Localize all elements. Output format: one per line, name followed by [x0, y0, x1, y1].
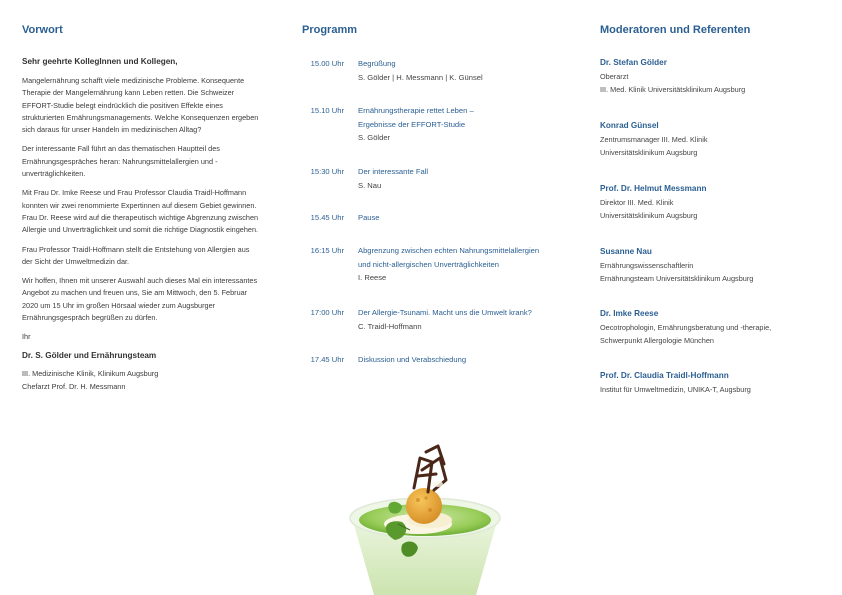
- program-title: Ergebnisse der EFFORT-Studie: [358, 119, 466, 129]
- program-title: und nicht-allergischen Unverträglichkeiten: [358, 259, 499, 269]
- closing: Ihr: [22, 332, 31, 342]
- program-time: 17.45 Uhr: [310, 355, 344, 364]
- speaker-detail: Ernährungswissenschaftlerin: [600, 261, 694, 270]
- referenten-heading: Moderatoren und Referenten: [600, 24, 751, 36]
- speaker-detail: III. Med. Klinik Universitätsklinikum Augsburg: [600, 84, 746, 94]
- program-speaker: S. Gölder: [358, 133, 391, 143]
- signoff-line: Chefarzt Prof. Dr. H. Messmann: [22, 381, 126, 391]
- speaker-entry: [600, 183, 820, 246]
- speaker-detail: Ernährungsteam Universitätsklinikum Augsburg: [600, 273, 754, 283]
- speaker-name: Prof. Dr. Helmut Messmann: [600, 184, 707, 193]
- program-time: 17:00 Uhr: [310, 308, 344, 317]
- program-title: Ernährungstherapie rettet Leben –: [358, 106, 474, 115]
- speaker-detail: Oberarzt: [600, 72, 629, 81]
- program-item: [302, 211, 572, 244]
- program-item: [302, 353, 572, 369]
- program-item: [302, 57, 572, 104]
- speaker-detail: Zentrumsmanager III. Med. Klinik: [600, 135, 708, 144]
- speaker-detail: Schwerpunkt Allergologie München: [600, 335, 714, 345]
- speaker-detail: Oecotrophologin, Ernährungsberatung und -therapie,: [600, 323, 772, 332]
- program-speaker: I. Reese: [358, 273, 387, 283]
- speaker-entry: [600, 308, 820, 370]
- program-time: 15.10 Uhr: [310, 106, 344, 115]
- speaker-name: Susanne Nau: [600, 247, 652, 256]
- dessert-image: [340, 440, 510, 595]
- programm-heading: Programm: [302, 24, 358, 36]
- program-time: 15.00 Uhr: [310, 59, 344, 68]
- vorwort-paragraph: Frau Professor Traidl-Hoffmann stellt die Entstehung von Allergien aus der Sicht der Umweltmedizin dar.: [22, 244, 250, 266]
- program-title: Pause: [358, 213, 380, 222]
- speaker-detail: Universitätsklinikum Augsburg: [600, 147, 698, 157]
- program-time: 15.45 Uhr: [310, 213, 344, 222]
- program-title: Begrüßung: [358, 59, 396, 68]
- vorwort-paragraph: Mangelernährung schafft viele medizinische Probleme. Konsequente Therapie der Mangelernährung kann Leben retten. Die Schweizer EFFORT-Studie belegt eindrücklich die positiven Effekte eines strukturierten Ernährungsmanagements. Welche Konsequenzen ergeben sich daraus für unser Handeln im medizinischen Alltag?: [22, 76, 259, 135]
- speaker-name: Dr. Imke Reese: [600, 309, 659, 318]
- program-item: [302, 165, 572, 211]
- speaker-detail: Universitätsklinikum Augsburg: [600, 210, 698, 220]
- signoff-line: III. Medizinische Klinik, Klinikum Augsburg: [22, 369, 159, 379]
- program-speaker: S. Gölder | H. Messmann | K. Günsel: [358, 72, 483, 82]
- program-time: 16:15 Uhr: [310, 246, 344, 255]
- program-title: Abgrenzung zwischen echten Nahrungsmittelallergien: [358, 246, 540, 255]
- signoff-name: Dr. S. Gölder und Ernährungsteam: [22, 351, 157, 361]
- program-speaker: C. Traidl-Hoffmann: [358, 321, 422, 331]
- program-time: 15:30 Uhr: [310, 167, 344, 176]
- program-title: Der Allergie-Tsunami. Macht uns die Umwelt krank?: [358, 308, 532, 317]
- vorwort-column: [22, 24, 260, 393]
- salutation: Sehr geehrte KollegInnen und Kollegen,: [22, 57, 178, 66]
- speaker-name: Konrad Günsel: [600, 121, 659, 130]
- vorwort-paragraph: Wir hoffen, Ihnen mit unserer Auswahl auch dieses Mal ein interessantes Angebot zu machen und freuen uns, Sie am Mittwoch, den 5. Februar 2020 um 15 Uhr im großen Hörsaal wieder zum Augsburger Ernährungsgespräch begrüßen zu dürfen.: [22, 276, 258, 323]
- program-speaker: S. Nau: [358, 180, 382, 190]
- speaker-entry: [600, 246, 820, 308]
- speaker-name: Prof. Dr. Claudia Traidl-Hoffmann: [600, 371, 729, 380]
- speaker-detail: Institut für Umweltmedizin, UNIKA-T, Augsburg: [600, 385, 751, 394]
- program-item: [302, 244, 572, 306]
- vorwort-paragraph: Der interessante Fall führt an das thematischen Hauptteil des Ernährungsgespräches heran: Nahrungsmittelallergien und -unverträglichkeiten.: [22, 144, 220, 179]
- speaker-entry: [600, 120, 820, 183]
- program-item: [302, 104, 572, 165]
- speaker-name: Dr. Stefan Gölder: [600, 58, 667, 67]
- speaker-entry: [600, 370, 820, 397]
- referenten-column: [600, 24, 820, 397]
- vorwort-paragraph: Mit Frau Dr. Imke Reese und Frau Professor Claudia Traidl-Hoffmann konnten wir zwei renommierte Expertinnen auf diesem Gebiet gewinnen. Frau Dr. Reese wird auf die therapeutisch wichtige Abgrenzung zwischen Allergie und Unverträglichkeit und somit die richtige Diagnostik eingehen.: [22, 188, 259, 235]
- program-title: Diskussion und Verabschiedung: [358, 355, 467, 364]
- speaker-entry: [600, 57, 820, 120]
- program-item: [302, 306, 572, 353]
- program-title: Der interessante Fall: [358, 167, 429, 176]
- programm-column: [302, 24, 572, 369]
- vorwort-heading: Vorwort: [22, 24, 63, 36]
- speaker-detail: Direktor III. Med. Klinik: [600, 198, 674, 207]
